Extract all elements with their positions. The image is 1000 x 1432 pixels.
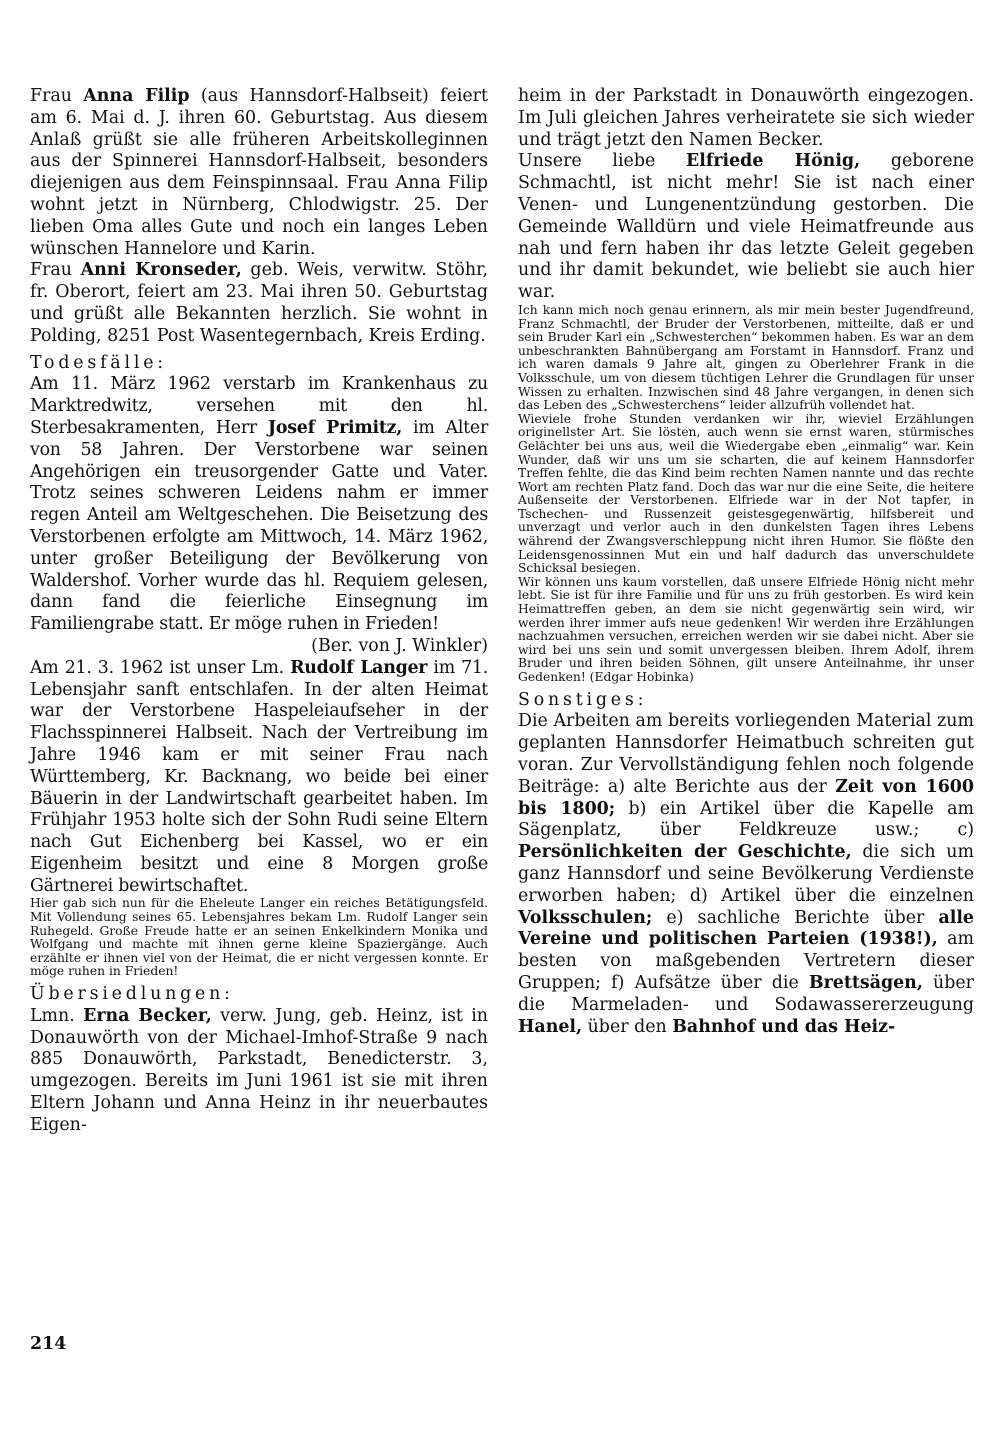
text: Lmn. xyxy=(30,1005,84,1026)
text: (aus Hannsdorf-Halbseit) feiert am 6. Mai d. J. ihren 60. Geburtstag. Aus diesem Anlaß grüßt sie alle früheren Arbeitskolleginnen aus der Spinnerei Hannsdorf-Halbseit, besonders diejenigen aus dem Feinspinnsaal. Frau Anna Filip wohnt jetzt in Nürnberg, Chlodwigstr. 25. Der lieben Oma alles Gute und noch ein langes Leben wünschen Hannelore und Karin. xyxy=(30,86,488,259)
reporter-credit: (Ber. von J. Winkler) xyxy=(311,635,488,656)
section-heading-misc: Sonstiges: xyxy=(518,689,648,710)
text: über den xyxy=(582,1016,673,1037)
text: b) ein Artikel über die Kapelle am Sägenplatz, über Feldkreuze usw.; c) xyxy=(518,798,974,841)
text: Unsere liebe xyxy=(518,151,686,172)
text: verw. Jung, geb. Heinz, ist in Donauwörth von der Michael-Imhof-Straße 9 nach 885 Donauwörth, Parkstadt, Benedicterstr. 3, umgezogen. Bereits im Juni 1961 ist sie mit ihren Eltern Johann und Anna Heinz in ihr neuerbautes Eigen- xyxy=(30,1005,488,1135)
bold-topic: Volksschulen; xyxy=(518,907,653,928)
person-name: Anna Filip xyxy=(83,86,190,106)
person-name: Erna Becker, xyxy=(83,1005,212,1026)
page-number: 214 xyxy=(30,1334,67,1354)
right-column xyxy=(518,86,974,1038)
bold-topic: Persönlichkeiten der Geschichte, xyxy=(518,842,852,863)
text: Die Arbeiten am bereits vorliegenden Material zum geplanten Hannsdorfer Heimatbuch schreiten gut voran. Zur Vervollständigung fehlen noch folgende Beiträge: a) alte Berichte aus der xyxy=(518,711,974,797)
left-column xyxy=(30,86,488,1137)
text: e) sachliche Berichte über xyxy=(652,907,939,928)
text: geb. Weis, verwitw. Stöhr, fr. Oberort, feiert am 23. Mai ihren 50. Geburtstag und grüßt alle Bekannten herzlich. Sie wohnt in Polding, 8251 Post Wasentegernbach, Kreis Erding. xyxy=(30,260,488,346)
text: Frau xyxy=(30,86,84,106)
birthday-notice-anna-filip xyxy=(30,86,488,260)
text: die sich um ganz Hannsdorf und seine Bevölkerung Verdienste erworben haben; d) Artikel über die einzelnen xyxy=(518,842,974,906)
birthday-notice-anni-kronseder xyxy=(30,260,488,347)
heimatbuch-call-for-contributions xyxy=(518,711,974,1038)
person-name: Josef Primitz, xyxy=(267,417,403,438)
bold-topic: Brettsägen, xyxy=(808,972,923,993)
memoir-paragraph-1: Ich kann mich noch genau erinnern, als mir mein bester Jugendfreund, Franz Schmachtl, der Bruder der Verstorbenen, mitteilte, daß er und sein Bruder Karl ein „Schwesterchen“ bekommen haben. Es war an dem unbeschrankten Bahnübergang am Forstamt in Hannsdorf. Franz und ich waren damals 9 Jahre alt, gingen zu Oberlehrer Frank in die Volksschule, um von diesem tüchtigen Lehrer die Grundlagen für unser Wissen zu erhalten. Inzwischen sind 48 Jahre vergangen, in denen sich das Leben des „Schwesterchens“ leider allzufrüh vollendet hat. xyxy=(518,302,974,413)
relocation-erna-becker-continued: heim in der Parkstadt in Donauwörth eingezogen. Im Juli gleichen Jahres verheiratete sie sich wieder und trägt jetzt den Namen Becker. xyxy=(518,86,974,150)
bold-topic: Zeit von 1600 bis 1800; xyxy=(518,776,974,819)
section-heading-moves: Übersiedlungen: xyxy=(30,984,234,1005)
section-heading-deaths: Todesfälle: xyxy=(30,352,167,373)
obituary-elfriede-hoenig xyxy=(518,151,974,304)
person-name: Rudolf Langer xyxy=(290,657,428,678)
text: über die Marmeladen- und Sodawassererzeugung xyxy=(518,972,974,1015)
obituary-josef-primitz xyxy=(30,374,488,636)
bold-topic: Bahnhof und das Heiz- xyxy=(672,1016,896,1037)
text: am besten von maßgebenden Vertretern dieser Gruppen; f) Aufsätze über die xyxy=(518,929,975,993)
relocation-erna-becker xyxy=(30,1006,488,1137)
text: im Alter von 58 Jahren. Der Verstorbene war seinen Angehörigen ein treusorgender Gatte und Vater. Trotz seines schweren Leidens nahm er immer regen Anteil am Weltgeschehen. Die Beisetzung des Verstorbenen erfolgte am Mittwoch, 14. März 1962, unter großer Beteiligung der Bevölkerung von Waldershof. Vorher wurde das hl. Requiem gelesen, dann fand die feierliche Einsegnung im Familiengrabe statt. Er möge ruhen in Frieden! xyxy=(30,417,489,635)
person-name: Anni Kronseder, xyxy=(80,260,242,281)
bold-topic: Hanel, xyxy=(518,1016,583,1037)
text: im 71. Lebensjahr sanft entschlafen. In der alten Heimat war der Verstorbene Haspeleiaufseher in der Flachsspinnerei Halbseit. Nach der Vertreibung im Jahre 1946 kam er mit seiner Frau nach Württemberg, Kr. Backnang, wo beide bei einer Bäuerin in der Landwirtschaft gearbeitet haben. Im Frühjahr 1953 holte sich der Sohn Rudi seine Eltern nach Gut Eichenberg bei Kassel, wo er ein Eigenheim besitzt und eine 8 Morgen große Gärtnerei bewirtschaftet. xyxy=(30,657,488,896)
bold-topic: alle Vereine und politischen Parteien (1938!), xyxy=(518,907,974,950)
obituary-rudolf-langer-continued: Hier gab sich nun für die Eheleute Langer ein reiches Betätigungsfeld. Mit Vollendung seines 65. Lebensjahres bekam Lm. Rudolf Langer sein Ruhegeld. Große Freude hatte er an seinen Enkelkindern Monika und Wolfgang und machte mit ihnen gerne kleine Spaziergänge. Auch erzählte er ihnen viel von der Heimat, die er nicht vergessen konnte. Er möge ruhen in Frieden! xyxy=(30,896,488,979)
text: Am 21. 3. 1962 ist unser Lm. xyxy=(30,657,291,678)
text: Frau xyxy=(30,260,81,281)
memoir-paragraph-2: Wieviele frohe Stunden verdanken wir ihr, wieviel Erzählungen originellster Art. Sie lösten, auch wenn sie ernst waren, stürmisches Gelächter bei uns aus, weil die Wiedergabe eben „einmalig“ war. Kein Wunder, daß wir uns um sie scharten, die auf keinem Hannsdorfer Treffen fehlte, die das Kind beim rechten Namen nannte und das rechte Wort am rechten Platz fand. Doch das war nur die eine Seite, die heitere Außenseite der Verstorbenen. Elfriede war in der Not tapfer, in Tschechen- und Russenzeit geistesgegenwärtig, hilfsbereit und unverzagt und verlor auch in den dunkelsten Tagen ihres Lebens während der Zwangsverschleppung nicht ihren Humor. Sie flößte den Leidensgenossinnen Mut ein und half dadurch das unverschuldete Schicksal besiegen. xyxy=(518,411,974,576)
person-name: Elfriede Hönig, xyxy=(685,151,861,172)
memoir-paragraph-3: Wir können uns kaum vorstellen, daß unsere Elfriede Hönig nicht mehr lebt. Sie ist für ihre Familie und für uns zu früh gestorben. Es wird kein Heimattreffen geben, an dem sie nicht gegenwärtig sein wird, wir werden ihrer immer aufs neue gedenken! Wir werden ihre Erzählungen nachzuahmen versuchen, erreichen werden wir sie dabei nicht. Aber sie wird bei uns sein und somit unvergessen bleiben. Ihrem Adolf, ihrem Bruder und ihren beiden Söhnen, gilt unsere Anteilnahme, ihr unser Gedenken! (Edgar Hobinka) xyxy=(518,574,974,684)
text: Am 11. März 1962 verstarb im Krankenhaus zu Marktredwitz, versehen mit den hl. Sterbesakramenten, Herr xyxy=(30,374,488,438)
text: geborene Schmachtl, ist nicht mehr! Sie ist nach einer Venen- und Lungenentzündung gestorben. Die Gemeinde Walldürn und viele Heimatfreunde aus nah und fern haben ihr das letzte Geleit gegeben und ihr damit bekundet, wie beliebt sie auch hier war. xyxy=(518,151,974,303)
obituary-rudolf-langer xyxy=(30,658,488,898)
